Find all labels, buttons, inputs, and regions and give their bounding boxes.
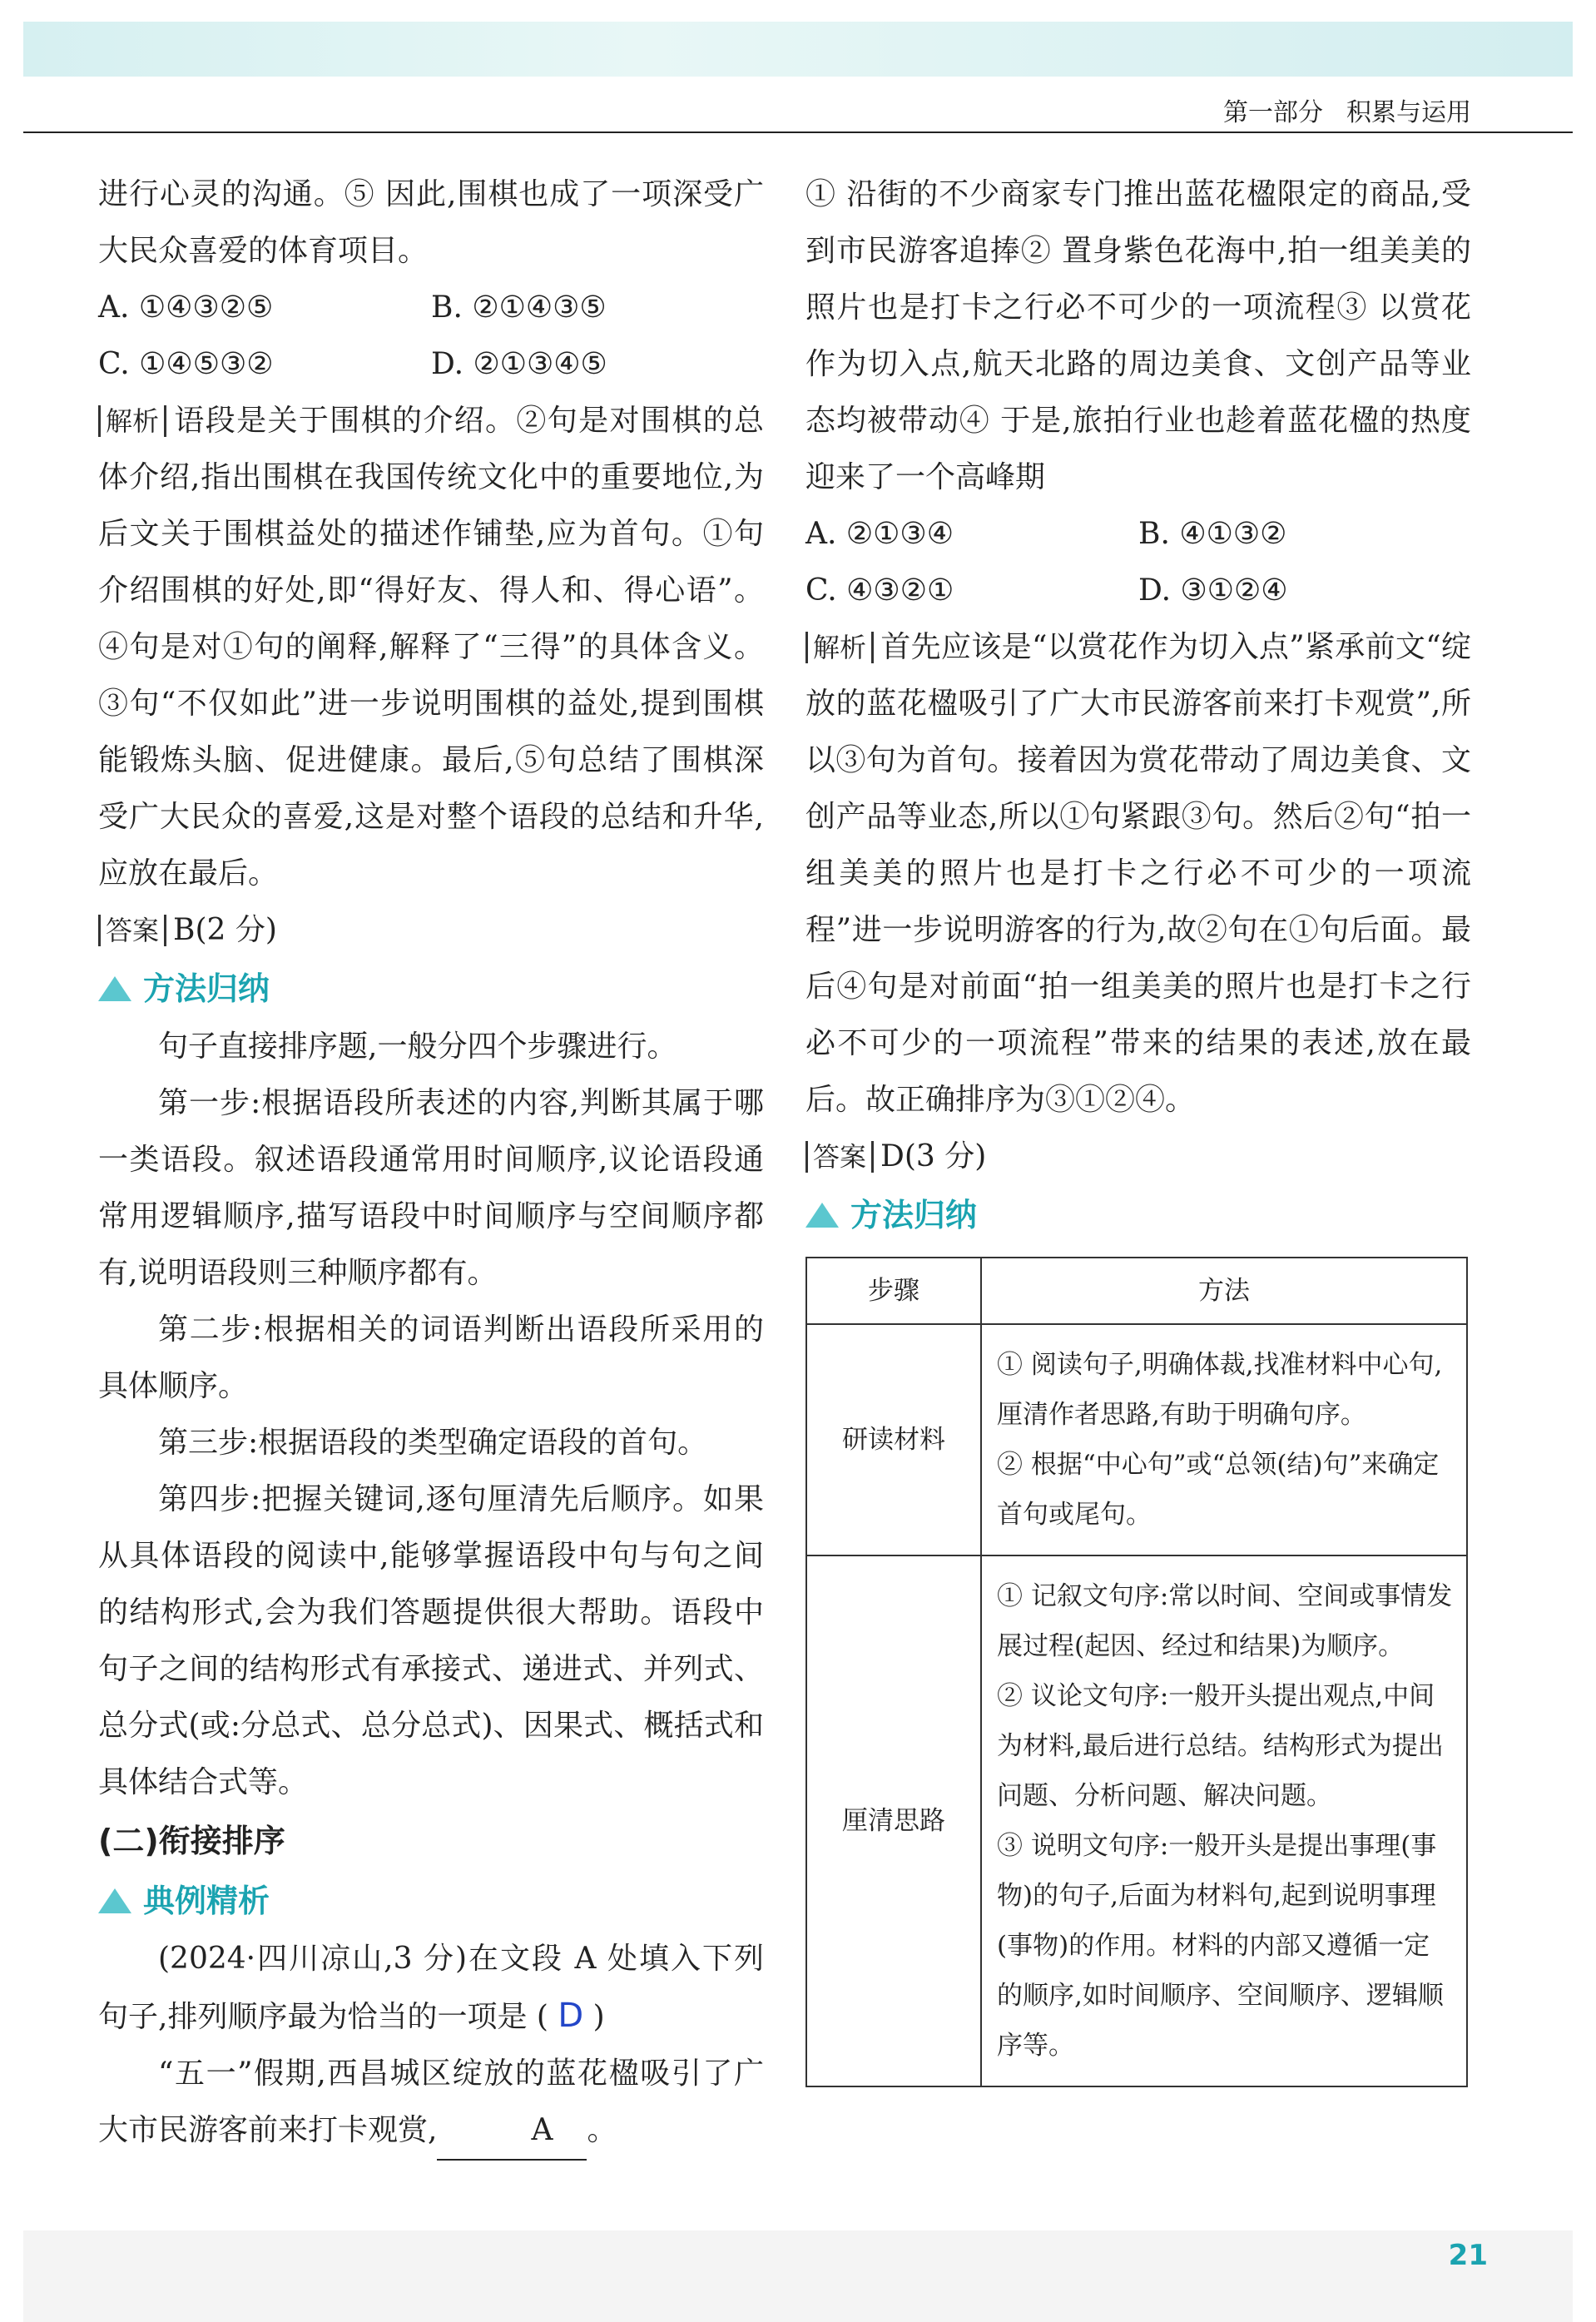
subsection-title: (二)衔接排序 <box>98 1823 285 1859</box>
options-row-1 <box>98 280 764 336</box>
table-row <box>806 1555 1467 2086</box>
option-b: B. ②①④③⑤ <box>431 290 607 325</box>
table-header-method: 方法 <box>981 1258 1467 1324</box>
r-option-d: D. ③①②④ <box>1138 573 1288 608</box>
triangle-icon <box>805 1203 839 1228</box>
sentence-list: ① 沿街的不少商家专门推出蓝花楹限定的商品,受到市民游客追捧② 置身紫色花海中,拍一组美美的照片也是打卡之行必不可少的一项流程③ 以赏花作为切入点,航天北路的周边美食、文创产品等业态均被带动④ 于是,旅拍行业也趁着蓝花楹的热度迎来了一个高峰期 <box>805 177 1471 494</box>
r-answer <box>805 1129 1471 1185</box>
table-cell-step: 厘清思路 <box>806 1555 981 2086</box>
handwritten-answer: D <box>558 1997 584 2035</box>
analysis-text: 语段是关于围棋的介绍。②句是对围棋的总体介绍,指出围棋在我国传统文化中的重要地位,为后文关于围棋益处的描述作铺垫,应为首句。①句介绍围棋的好处,即“得好友、得人和、得心语”。④句是对①句的阐释,解释了“三得”的具体含义。③句“不仅如此”进一步说明围棋的益处,提到围棋能锻炼头脑、促进健康。最后,⑤句总结了围棋深受广大民众的喜爱,这是对整个语段的总结和升华,应放在最后。 <box>98 404 764 891</box>
method-heading: 方法归纳 <box>98 959 764 1019</box>
blank-a: A <box>437 2102 587 2161</box>
analysis <box>98 393 764 902</box>
footer-band <box>23 2230 1573 2322</box>
continued-text: 进行心灵的沟通。⑤ 因此,围棋也成了一项深受广大民众喜爱的体育项目。 <box>98 177 764 268</box>
triangle-icon <box>98 976 131 1001</box>
r-option-b: B. ④①③② <box>1138 517 1287 551</box>
r-analysis <box>805 619 1471 1129</box>
table-header-step: 步骤 <box>806 1258 981 1324</box>
table-header-row <box>806 1258 1467 1324</box>
method-para-1: 句子直接排序题,一般分四个步骤进行。 <box>158 1030 677 1064</box>
right-column <box>805 166 1471 2087</box>
triangle-icon <box>98 1888 131 1913</box>
method-para-4: 第三步:根据语段的类型确定语段的首句。 <box>158 1426 708 1460</box>
method-para-3: 第二步:根据相关的词语判断出语段所采用的具体顺序。 <box>98 1312 764 1403</box>
page-header <box>1200 92 1471 128</box>
header-section: 积累与运用 <box>1346 98 1471 127</box>
r-answer-tag: 答案 <box>805 1141 874 1173</box>
answer-tag: 答案 <box>98 915 166 946</box>
r-option-a: A. ②①③④ <box>805 517 954 551</box>
r-answer-text: D(3 分) <box>880 1139 987 1173</box>
r-method-heading: 方法归纳 <box>805 1185 1471 1245</box>
method-table <box>805 1257 1468 2087</box>
header-part: 第一部分 <box>1223 98 1323 127</box>
table-row <box>806 1324 1467 1555</box>
answer-text: B(2 分) <box>173 913 277 947</box>
question-stem: (2024·四川凉山,3 分)在文段 A 处填入下列句子,排列顺序最为恰当的一项是 ( D ) <box>98 1942 764 2035</box>
passage: “五一”假期,西昌城区绽放的蓝花楹吸引了广大市民游客前来打卡观赏, A 。 <box>98 2046 764 2161</box>
analysis-tag: 解析 <box>98 405 166 437</box>
page-number: 21 <box>1448 2239 1488 2272</box>
table-cell-method: ① 阅读句子,明确体裁,找准材料中心句,厘清作者思路,有助于明确句序。 ② 根据“中心句”或“总领(结)句”来确定首句或尾句。 <box>981 1324 1467 1555</box>
r-analysis-tag: 解析 <box>805 632 874 663</box>
example-heading: 典例精析 <box>98 1871 764 1931</box>
header-rule <box>23 131 1573 133</box>
table-cell-step: 研读材料 <box>806 1324 981 1555</box>
r-options-row-2 <box>805 563 1471 619</box>
r-option-c: C. ④③②① <box>805 573 954 608</box>
options-row-2 <box>98 336 764 393</box>
option-d: D. ②①③④⑤ <box>431 347 607 381</box>
answer <box>98 902 764 959</box>
option-c: C. ①④⑤③② <box>98 347 274 381</box>
method-para-2: 第一步:根据语段所表述的内容,判断其属于哪一类语段。叙述语段通常用时间顺序,议论语段通常用逻辑顺序,描写语段中时间顺序与空间顺序都有,说明语段则三种顺序都有。 <box>98 1086 764 1290</box>
table-cell-method: ① 记叙文句序:常以时间、空间或事情发展过程(起因、经过和结果)为顺序。 ② 议论文句序:一般开头提出观点,中间为材料,最后进行总结。结构形式为提出问题、分析问题、解决问题。 ③ 说明文句序:一般开头是提出事理(事物)的句子,后面为材料句,起到说明事理(事物)的作用。材料的内部又遵循一定的顺序,如时间顺序、空间顺序、逻辑顺序等。 <box>981 1555 1467 2086</box>
r-options-row-1 <box>805 506 1471 563</box>
r-analysis-text: 首先应该是“以赏花作为切入点”紧承前文“绽放的蓝花楹吸引了广大市民游客前来打卡观赏”,所以③句为首句。接着因为赏花带动了周边美食、文创产品等业态,所以①句紧跟③句。然后②句“拍一组美美的照片也是打卡之行必不可少的一项流程”进一步说明游客的行为,故②句在①句后面。最后④句是对前面“拍一组美美的照片也是打卡之行必不可少的一项流程”带来的结果的表述,放在最后。故正确排序为③①②④。 <box>805 630 1471 1117</box>
top-decor-band <box>23 22 1573 77</box>
method-para-5: 第四步:把握关键词,逐句厘清先后顺序。如果从具体语段的阅读中,能够掌握语段中句与句之间的结构形式,会为我们答题提供很大帮助。语段中句子之间的结构形式有承接式、递进式、并列式、总分式(或:分总式、总分总式)、因果式、概括式和具体结合式等。 <box>98 1482 764 1799</box>
option-a: A. ①④③②⑤ <box>98 290 274 325</box>
left-column <box>98 166 764 2161</box>
